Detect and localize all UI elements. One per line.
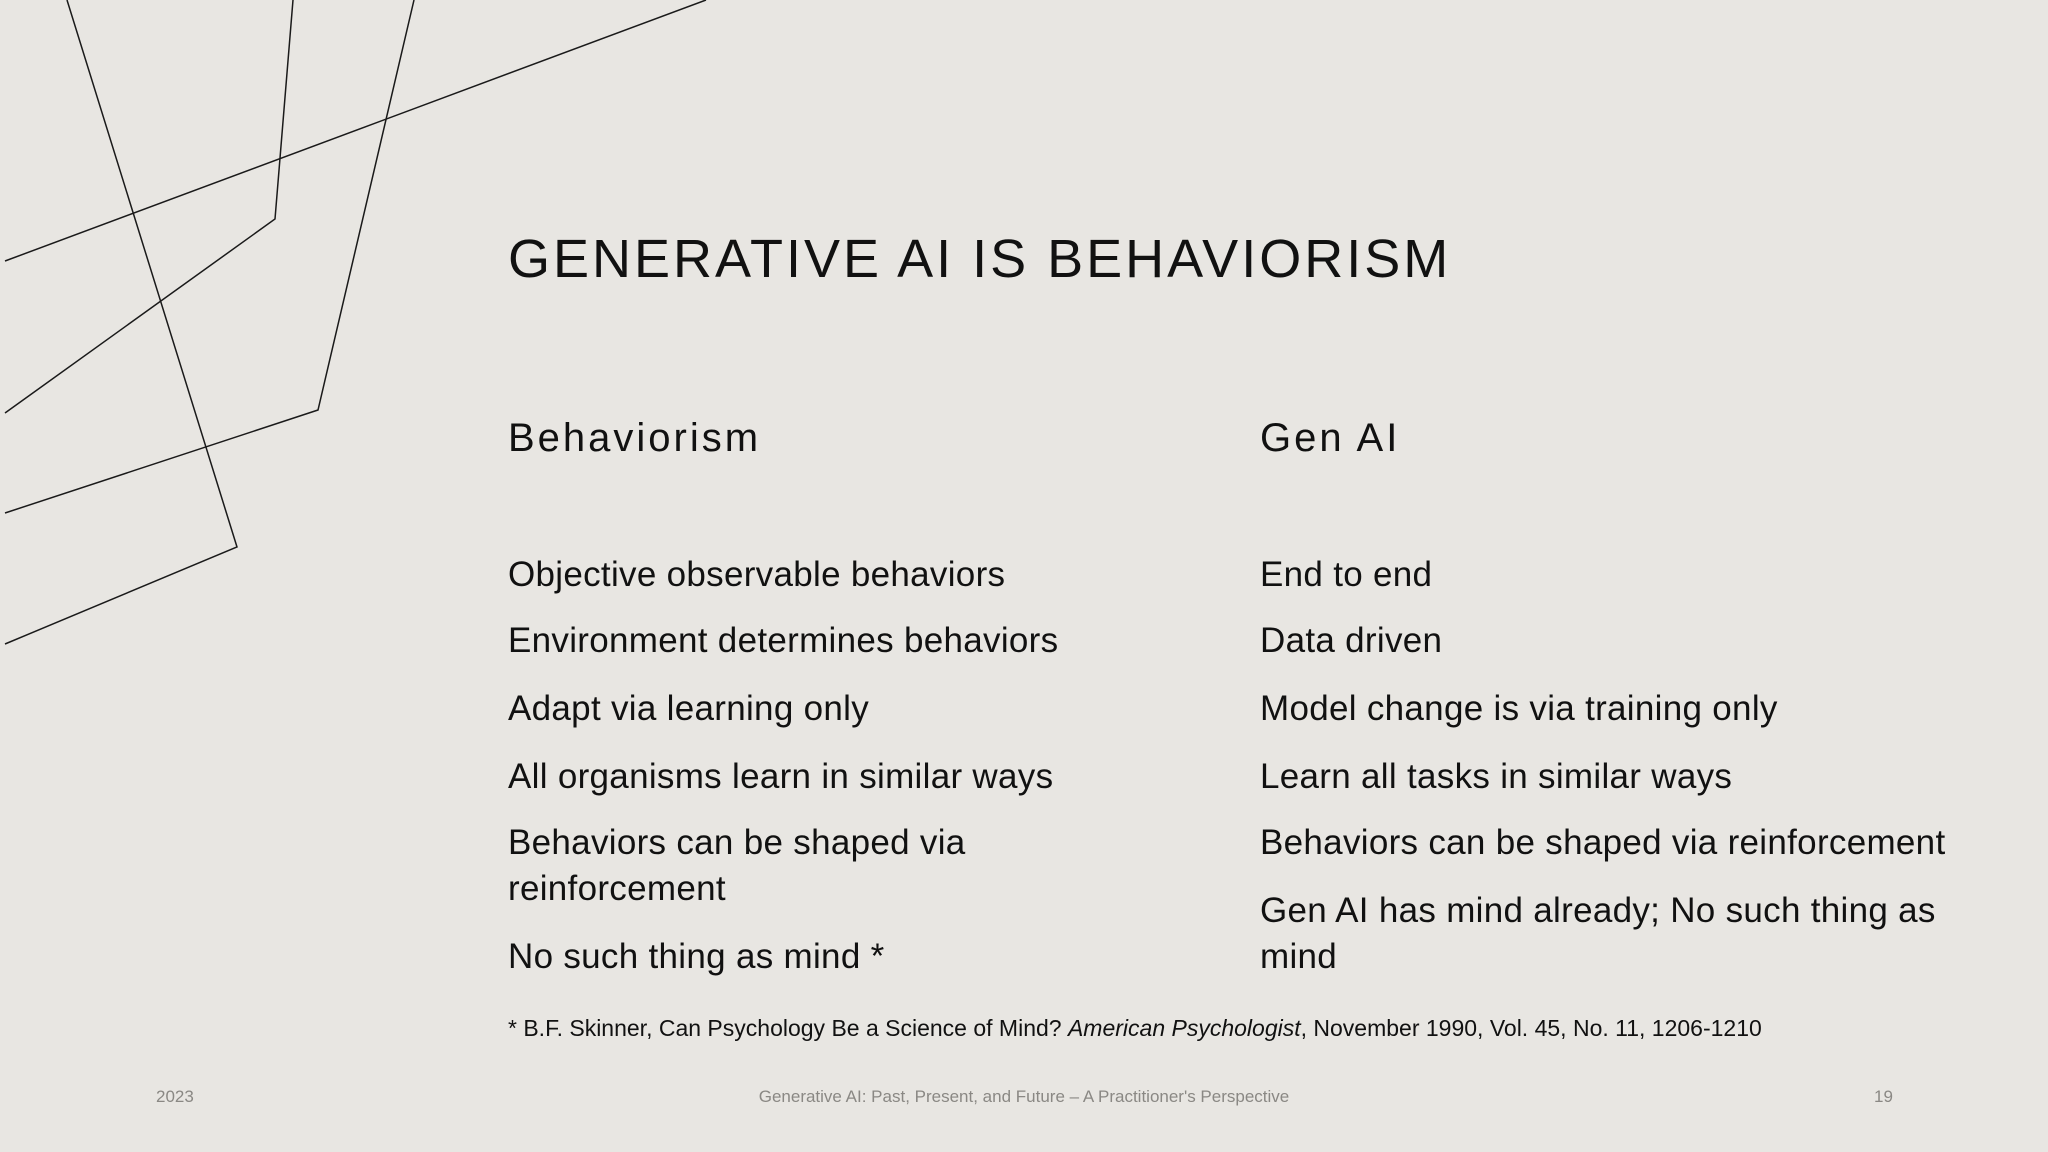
gen-ai-item: Data driven <box>1260 621 1443 660</box>
citation-footnote <box>508 1012 1762 1044</box>
behaviorism-item: All organisms learn in similar ways <box>508 757 1054 796</box>
footnote-suffix: , November 1990, Vol. 45, No. 11, 1206-1210 <box>1300 1015 1762 1041</box>
gen-ai-item: Behaviors can be shaped via reinforcement <box>1260 823 1946 862</box>
behaviorism-item: Adapt via learning only <box>508 689 870 728</box>
footer-presentation-title: Generative AI: Past, Present, and Future – A Practitioner's Perspective <box>758 1087 1290 1106</box>
behaviorism-item: Behaviors can be shaped via reinforcement <box>508 823 966 908</box>
footnote-prefix: * B.F. Skinner, Can Psychology Be a Science of Mind? <box>508 1015 1068 1041</box>
behaviorism-item: No such thing as mind * <box>508 937 885 976</box>
slide-title: GENERATIVE AI IS BEHAVIORISM <box>508 229 1452 289</box>
gen-ai-item: Model change is via training only <box>1260 689 1778 728</box>
gen-ai-item: Learn all tasks in similar ways <box>1260 757 1733 796</box>
footnote-journal: American Psychologist <box>1067 1015 1301 1041</box>
behaviorism-column-heading: Behaviorism <box>508 416 762 460</box>
gen-ai-item: End to end <box>1260 555 1433 594</box>
footer-year: 2023 <box>156 1087 194 1106</box>
gen-ai-column-heading: Gen AI <box>1260 416 1401 460</box>
behaviorism-item: Objective observable behaviors <box>508 555 1006 594</box>
gen-ai-item: Gen AI has mind already; No such thing as mind <box>1260 891 1936 976</box>
page-number: 19 <box>1874 1087 1893 1106</box>
behaviorism-item: Environment determines behaviors <box>508 621 1059 660</box>
